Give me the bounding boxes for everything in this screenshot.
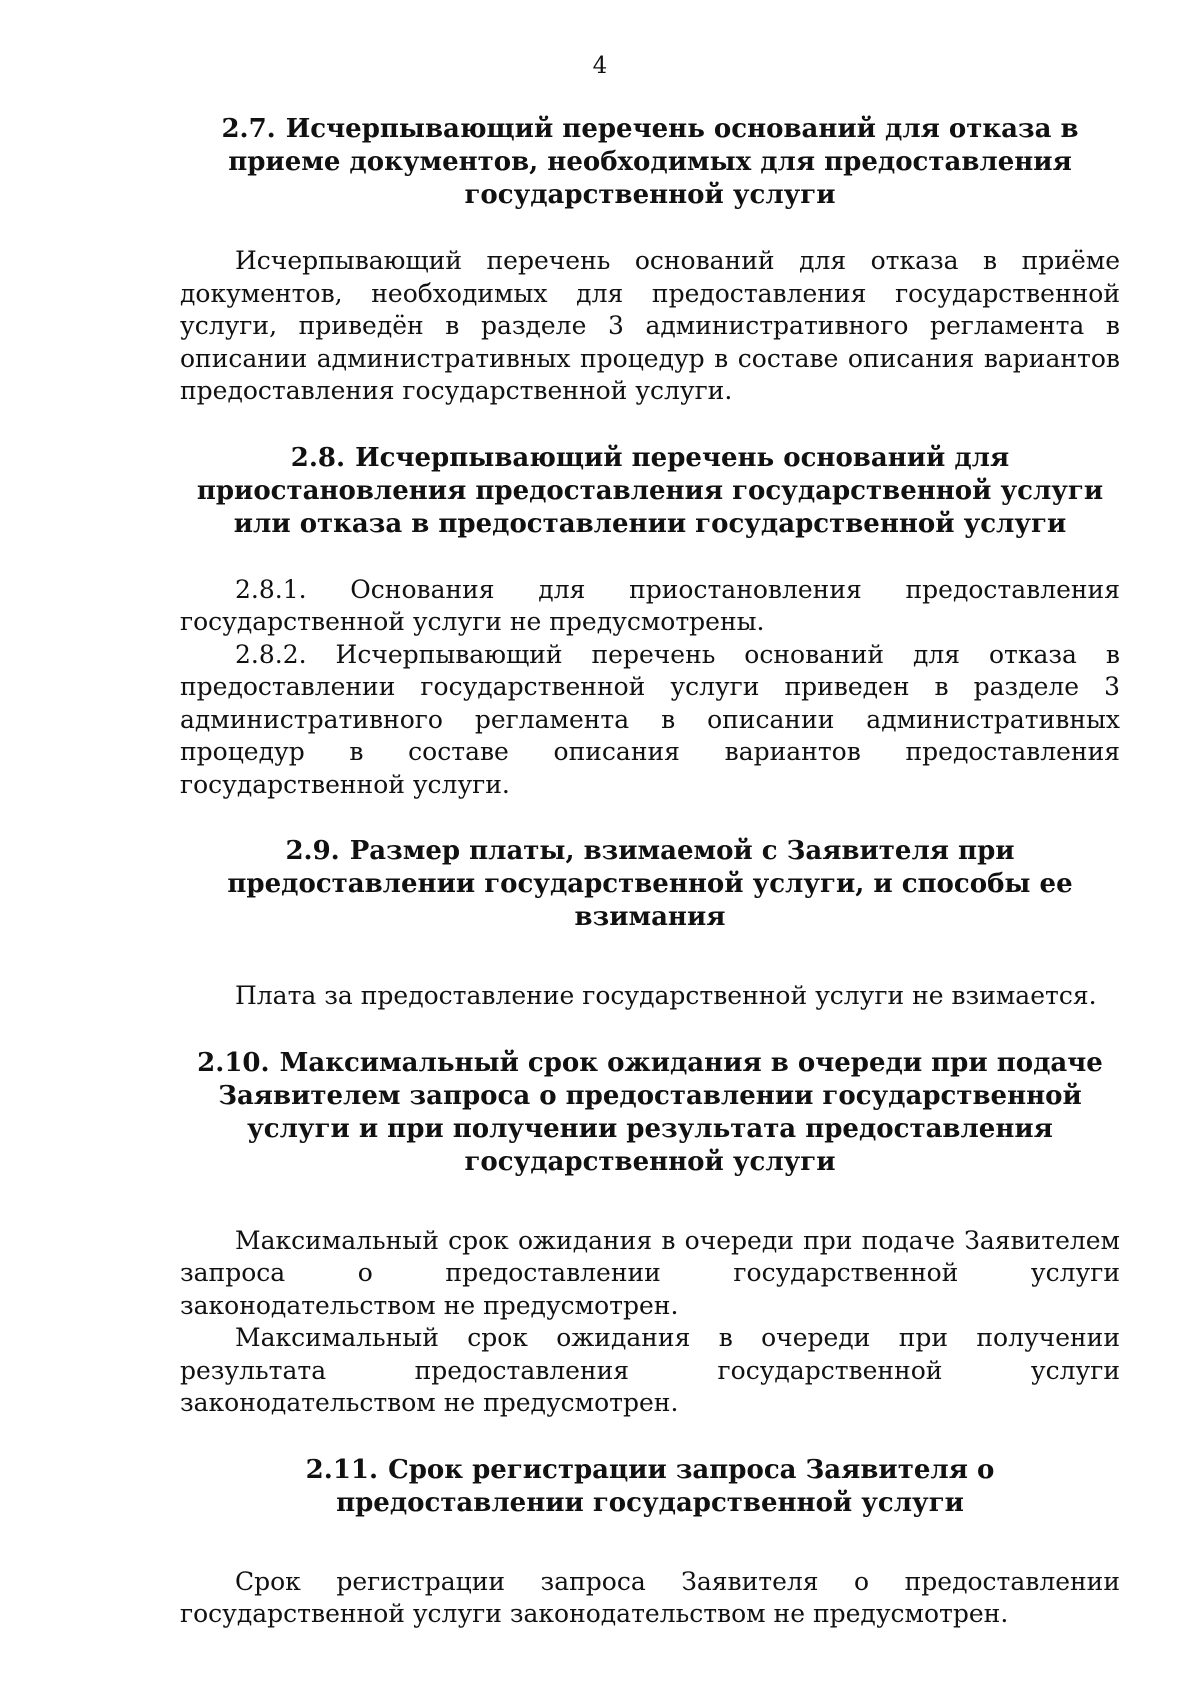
section-heading (180, 1047, 1120, 1179)
section-title: Максимальный срок ожидания в очереди при подаче Заявителем запроса о предоставлении государственной услуги и при получении результата предоставления государственной услуги (218, 1047, 1103, 1177)
paragraph: Плата за предоставление государственной услуги не взимается. (235, 981, 1097, 1010)
section-number: 2.9. (285, 836, 340, 866)
section-2-11 (180, 1454, 1120, 1631)
paragraph: Максимальный срок ожидания в очереди при получении результата предоставления государственной услуги законодательством не предусмотрен. (180, 1323, 1120, 1417)
section-title: Исчерпывающий перечень оснований для отказа в приеме документов, необходимых для предоставления государственной услуги (228, 114, 1079, 210)
section-title: Срок регистрации запроса Заявителя о предоставлении государственной услуги (336, 1454, 995, 1518)
paragraph: Исчерпывающий перечень оснований для отказа в приёме документов, необходимых для предоставления государственной услуги, приведён в разделе 3 административного регламента в описании административных процедур в составе описания вариантов предоставления государственной услуги. (180, 246, 1120, 405)
document-body (180, 113, 1120, 1631)
section-title: Исчерпывающий перечень оснований для приостановления предоставления государственной услуги или отказа в предоставлении государственной услуги (196, 442, 1104, 539)
section-heading (180, 442, 1120, 541)
section-heading (180, 835, 1120, 934)
paragraph: Максимальный срок ожидания в очереди при подаче Заявителем запроса о предоставлении государственной услуги законодательством не предусмотрен. (180, 1225, 1120, 1320)
paragraph: Срок регистрации запроса Заявителя о предоставлении государственной услуги законодательством не предусмотрен. (180, 1566, 1120, 1628)
section-number: 2.10. (197, 1047, 270, 1078)
section-title: Размер платы, взимаемой с Заявителя при предоставлении государственной услуги, и способы ее взимания (227, 836, 1073, 932)
section-heading (180, 113, 1120, 212)
section-number: 2.7. (221, 114, 276, 144)
section-2-10 (180, 1047, 1120, 1420)
section-number: 2.8. (290, 442, 346, 473)
section-2-7 (180, 113, 1120, 408)
section-number: 2.11. (305, 1454, 379, 1485)
section-2-8 (180, 442, 1120, 802)
page-number: 4 (592, 53, 608, 79)
section-2-9 (180, 835, 1120, 1013)
section-heading (180, 1454, 1120, 1520)
paragraph: 2.8.1. Основания для приостановления предоставления государственной услуги не предусмотрены. (180, 574, 1120, 636)
paragraph: 2.8.2. Исчерпывающий перечень оснований для отказа в предоставлении государственной услуги приведен в разделе 3 административного регламента в описании административных процедур в составе описания вариантов предоставления государственной услуги. (180, 639, 1120, 799)
